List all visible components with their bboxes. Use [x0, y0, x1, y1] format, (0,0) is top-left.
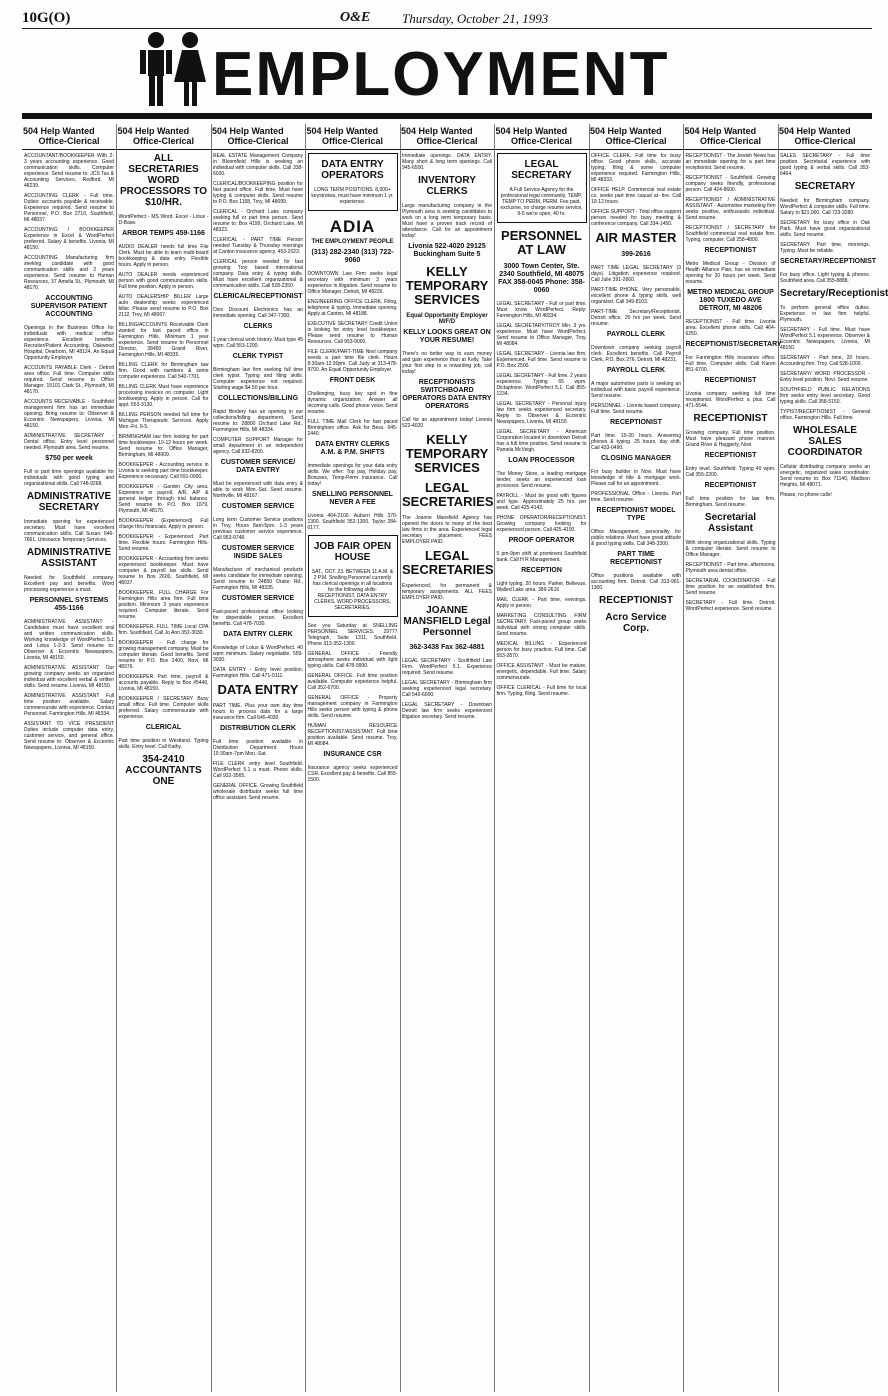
ad-headline: KELLY TEMPORARY SERVICES — [405, 432, 489, 475]
classified-ad: MARKETING CONSULTING FIRM SECRETARY. Fast-paced group seeks individual with strong computer skills. Send resume. — [496, 613, 587, 637]
agency-tagline: THE EMPLOYMENT PEOPLE — [311, 239, 394, 245]
ad-headline: RECEPTIONISTS SWITCHBOARD OPERATORS DATA ENTRY OPERATORS — [402, 379, 492, 410]
ad-headline: DISTRIBUTION CLERK — [220, 725, 296, 732]
classified-ad: BOOKKEEPER - Experienced. Part time. Flexible hours. Farmington Hills. Send resume. — [118, 534, 209, 552]
category-subheading: Office-Clerical — [699, 136, 762, 146]
classified-ad: Birmingham law firm seeking full time clerk typist. Typing and filing skills. Computer experience not required. Starting wage $4.50 per hour. — [213, 367, 303, 391]
classified-ad: BOOKKEEPER, FULL TIME Local CPA firm. Southfield. Call Jo Ann 352-3030. — [118, 624, 209, 636]
category-heading: 504 Help Wanted — [590, 126, 662, 136]
classified-ad: SECRETARY - Full time. Must have WordPerfect 5.1 experience. Observer & Eccentric Newspapers, Livonia, MI 48150. — [780, 327, 870, 351]
classified-ad: MAIL CLERK - Part time, evenings. Apply in person. — [496, 597, 587, 609]
classified-ad: EXECUTIVE SECRETARY Credit Union is looking for entry level bookkeeper. Please send resume to Human Resources. Call 953-9000. — [307, 321, 398, 345]
ad-headline: DATA ENTRY — [217, 682, 299, 697]
classified-ad: A major automotive parts is seeking an individual with basic payroll experience. Send resume. — [591, 381, 681, 399]
page-number: 10G(O) — [22, 10, 71, 26]
classified-ad: CLERICAL - Orchard Lake company seeking full or part time person. Send resume to: Box 4199, Orchard Lake, MI 48323. — [213, 209, 303, 233]
classified-ad: For busy builder in Novi. Must have knowledge of title & mortgage work. Please call for an appointment. — [591, 469, 681, 487]
classified-ad: BILLING PERSON needed full time for Michigan Therapeutic Services. Apply Mon.-Fri. 9-5. — [118, 412, 209, 430]
classified-ad: SOUTHFIELD PUBLIC RELATIONS firm seeks entry level secretary. Good typing skills. Call 358-5150. — [780, 387, 870, 405]
ad-headline: CUSTOMER SERVICE/ DATA ENTRY — [220, 459, 296, 474]
classified-column — [778, 124, 888, 1392]
classified-ad: Openings in the Business Office for individuals with medical office experience. Excellent benefits. Recruiter/Patient Accounting, Oakwood Hospital, Dearborn, MI 48124. An Equal Opportunity Employer. — [24, 325, 114, 361]
ad-headline: ARBOR TEMPS 459-1166 — [122, 230, 205, 237]
classified-ad: Metro Medical Group - Division of Health Alliance Plan, has an immediate opening for 20 hours per week. Send resume. — [685, 261, 776, 285]
classified-ad: PART TIME LEGAL SECRETARY (3 days). Litigation experience required. Call Julie 391-2660. — [591, 265, 681, 283]
classified-ad: Must be experienced with data entry & able to work Mon.-Sat. Send resume. Northville, MI 48167. — [213, 481, 303, 499]
classified-ad: SECRETARY/ WORD PROCESSOR - Entry level position. Novi. Send resume. — [780, 371, 870, 383]
classified-ad: Full or part time openings available for individuals with good typing and organizational skills. Call 748-9268. — [24, 469, 114, 487]
ad-headline: Secretary/Receptionist — [780, 288, 888, 299]
classified-ad: Livonia 464-2100. Auburn Hills 370-1300. Southfield 352-1300. Taylor 284-0177. — [307, 513, 398, 531]
classified-ad: ACCOUNTING Manufacturing firm seeking candidate with good communication skills and 2 years experience. Send resume to Human Resources, 37 Amelia St., Plymouth, MI 48170. — [24, 255, 114, 291]
classified-ad: Immediate opening for experienced secretary. Must have excellent communication skills. Call Susan. 646-7661. Unisource Temporary Services. — [24, 519, 114, 543]
classified-ad: AUDIO DEALER needs full time File Clerk. Must be able to learn multi-board bookkeeping & data entry. Flexible hours. Apply in person. — [118, 244, 209, 268]
ad-headline: CLERICAL/RECEPTIONIST — [213, 293, 303, 300]
classified-columns — [22, 124, 888, 1392]
classified-ad: RECEPTIONIST - Southfield. Growing company seeks friendly, professional person. Call 424-8600. — [685, 175, 776, 193]
classified-ad: Knowledge of Lotus & WordPerfect. 40 wpm minimum. Salary negotiable. 559-3030. — [213, 645, 303, 663]
category-subheading: Office-Clerical — [132, 136, 195, 146]
classified-ad: SECRETARY for busy office in Oak Park. Must have good organizational skills. Send resume. — [780, 220, 870, 238]
classified-ad: LEGAL SECRETARY/TROY Min. 3 yrs. experience. Must have WordPerfect. Send resume to Office Manager, Troy, MI 48084. — [496, 323, 587, 347]
classified-ad: Rapid Bindery has an opening in our collections/billing department. Send resume to: 28800 Orchard Lake Rd., Farmington Hills, MI 48334. — [213, 409, 303, 433]
classified-ad: ENGINEERING OFFICE CLERK. Filing, telephone & typing. Immediate opening. Apply at Canton, MI 48188. — [307, 299, 398, 317]
ad-headline: CUSTOMER SERVICE INSIDE SALES — [221, 545, 295, 560]
classified-ad: TYPIST/RECEPTIONIST - General office. Farmington Hills. Full time. — [780, 409, 870, 421]
classified-ad: BILLING CLERK Must have experience processing invoices on computer. Light bookkeeping. Apply in person. Call for appt. 553-3130. — [118, 384, 209, 408]
classified-ad: Part time. 15-20 hours. Answering phones & typing. 25 hours, day shift. Call 433-0490. — [591, 433, 681, 451]
classified-ad: SECRETARY. Part time, mornings. Typing. Must be reliable. — [780, 242, 870, 254]
ad-headline: ALL SECRETARIES WORD PROCESSORS TO $10/HR. — [119, 153, 208, 208]
classified-ad: ACCOUNTING CLERK - Full time. Duties: accounts payable & receivable. Experience required. Send resume to Personnel, P.O. Box 2710, Southfield, MI 48037. — [24, 193, 114, 223]
classified-ad: LONG TERM POSITIONS. 8,000+ keystrokes, must have minimum 1 yr. experience. — [311, 187, 394, 205]
ad-headline: INVENTORY CLERKS — [418, 175, 476, 197]
ad-headline: JOANNE MANSFIELD Legal Personnel — [403, 605, 491, 638]
ad-headline: DATA ENTRY OPERATORS — [321, 159, 384, 181]
ad-headline: PAYROLL CLERK — [606, 367, 666, 374]
ad-headline: PROOF OPERATOR — [508, 537, 575, 544]
classified-ad: ACCOUNTING / BOOKKEEPER Experience in Excel & WordPerfect preferred. Salary & benefits. Livonia, MI 48150. — [24, 227, 114, 251]
ad-headline: 354-2410 ACCOUNTANTS ONE — [125, 754, 202, 787]
classified-ad: BOOKKEEPER - Garden City area. Experience in payroll, A/R, A/P & general ledger through trial balance. Send resume to P.O. Box 1079, Plymouth, MI 48170. — [118, 484, 209, 514]
ad-headline: RECEPTIONIST MODEL TYPE — [596, 507, 676, 522]
classified-column — [589, 124, 684, 1392]
classified-ad: There's no better way to earn money and gain experience than at Kelly. Take your first step to a rewarding job, call today! — [402, 351, 492, 375]
classified-ad: ACCOUNTS RECEIVABLE - Southfield management firm has an immediate opening. Bring resume to: Observer & Eccentric Newspapers, Livonia, MI 48150. — [24, 399, 114, 429]
ad-tagline: Equal Opportunity Employer M/F/D — [406, 313, 488, 325]
classified-ad: SECRETARIAL COORDINATOR - Full time position for an established firm. Send resume. — [685, 578, 776, 596]
classified-column — [495, 124, 590, 1392]
classified-ad: LEGAL SECRETARY - Southfield Law Firm. WordPerfect 5.1. Experience required. Send resume. — [402, 658, 492, 676]
banner-rule — [22, 113, 872, 119]
employment-banner — [22, 30, 872, 110]
column-heading — [589, 124, 683, 150]
category-subheading: Office-Clerical — [227, 136, 289, 146]
ad-headline: METRO MEDICAL GROUP 1800 TUXEDO AVE DETROIT, MI 48206 — [687, 289, 774, 312]
classified-ad: ADMINISTRATIVE ASSISTANT Full time position available. Salary commensurate with experience. Contact Personnel. Farmington Hills, MI 48334. — [24, 693, 114, 717]
classified-ad: ASSISTANT TO VICE PRESIDENT Duties include computer data entry, customer service, and general office. Send resume to: Observer & Eccentric Newspapers, Livonia, MI 48150. — [24, 721, 114, 751]
classified-ad: GENERAL OFFICE. Growing Southfield wholesale distributor seeks full time office assistant. Send resume. — [213, 783, 303, 801]
ad-headline: RECEPTIONIST — [704, 452, 757, 459]
classified-ad: The Money Store, a leading mortgage lender, seeks an experienced loan processor. Send resume. — [496, 471, 587, 489]
category-subheading: Office-Clerical — [605, 136, 667, 146]
column-heading — [306, 124, 400, 150]
classified-ad: Growing company. Full time position. Must have pleasant phone manner. Grand River & Haggerty, Novi. — [685, 430, 776, 448]
column-heading — [684, 124, 778, 150]
classified-ad: Needed for Southfield company. Excellent pay and benefits. Word processing experience a must. — [24, 575, 114, 593]
classified-ad: See you Saturday at SNELLING PERSONNEL SERVICES. 29777 Telegraph, Suite 1311, Southfield. Phone 313-352-1300. — [307, 623, 398, 647]
classified-ad: RECEPTIONIST / ADMINISTRATIVE ASSISTANT - Automotive marketing firm seeks positive, enthusiastic individual. Send resume. — [685, 197, 776, 221]
classified-ad: For busy office. Light typing & phones. Southfield area. Call 355-8888. — [780, 272, 870, 284]
ad-headline: Secretarial Assistant — [704, 512, 757, 534]
classified-ad: COMPUTER SUPPORT Manager for small department in an independent agency. Call 932-8200. — [213, 437, 303, 455]
classified-ad: RECEPTIONIST - Part time, afternoons. Plymouth area dental office. — [685, 562, 776, 574]
classified-ad: OFFICE CLERICAL - Full time for local firm. Typing, filing. Send resume. — [496, 685, 587, 697]
classified-ad: Livonia company seeking full time receptionist. WordPerfect a plus. Call 471-5544. — [685, 391, 776, 409]
classified-ad: With strong organizational skills. Typing & computer literate. Send resume to Office Manager. — [685, 540, 776, 558]
ad-headline: CUSTOMER SERVICE — [221, 503, 295, 510]
classified-ad: PAYROLL - Must be good with figures and type. Approximately 25 hrs. per week. Call 425-4142. — [496, 493, 587, 511]
classified-ad: LEGAL SECRETARY - Personal injury law firm seeks experienced secretary. Reply to Observer & Eccentric Newspapers, Livonia, MI 48150. — [496, 401, 587, 425]
classified-ad: LEGAL SECRETARY - American Corporation located in downtown Detroit has a full time position. Send resume to Pamela McVeigh. — [496, 429, 587, 453]
column-heading — [495, 124, 589, 150]
category-subheading: Office-Clerical — [510, 136, 573, 146]
ad-headline: ACCOUNTING SUPERVISOR PATIENT ACCOUNTING — [30, 295, 108, 318]
classified-ad: BOOKKEEPER, FULL CHARGE For Farmington Hills area firm. Full time position. Minimum 3 years experience required. Computer literate. Send resume. — [118, 590, 209, 620]
classified-ad: Please, no phone calls! — [780, 492, 832, 498]
ad-headline: LEGAL SECRETARIES — [402, 480, 494, 509]
classified-ad: BOOKKEEPER - Accounting service in Livonia is seeking part time bookkeeper. Experience necessary. Call 591-0900. — [118, 462, 209, 480]
classified-ad: DATA ENTRY - Entry level position. Farmington Hills. Call 471-0111. — [213, 667, 303, 679]
classified-ad: GENERAL OFFICE - Friendly atmosphere seeks individual with light typing skills. Call 478-9990. — [307, 651, 398, 669]
classified-ad: PERSONNEL - Livonia based company. Full time. Send resume. — [591, 403, 681, 415]
classified-ad: SECRETARY - Full time. Detroit. WordPerfect experience. Send resume. — [685, 600, 776, 612]
ad-headline: PERSONNEL AT LAW — [501, 228, 582, 257]
classified-ad: BOOKKEEPER Part time, payroll & accounts payable. Reply to Box #5446, Livonia, MI 48150. — [118, 674, 209, 692]
boxed-display-ad — [308, 153, 398, 211]
classified-ad: BILLING/ACCOUNTS Receivable Clerk wanted for fast paced office in Farmington Hills. Minimum 1 year experience. Send resume to Personnel Director, 38450 Grand River, Farmington Hills, MI 48335. — [118, 322, 209, 358]
classified-ad: OFFICE CLERK. Full time for busy office. Good phone skills, accurate typing, filing & some computer experience required. Farmington Hills, MI 48333. — [591, 153, 681, 183]
classified-ad: CLERICAL person needed for fast growing Troy based international company. Data entry & typing skills. Must have excellent organizational & communication skills. Call 528-2350. — [213, 259, 303, 289]
classified-ad: The Joanne Mansfield Agency has opened the doors to many of the best law firms in the area. Experienced legal secretary placement. FEES EMPLOYER PAID. — [402, 515, 492, 545]
ad-headline: RECEPTIONIST — [704, 482, 757, 489]
classified-ad: ACCOUNTS PAYABLE Clerk - Detroit area office. Full time. Computer skills required. Send resume to Office Manager, 15101 Clark St., Plymouth, MI 48170. — [24, 365, 114, 395]
classified-ad: Entry level. Southfield. Typing 40 wpm. Call 355-2200. — [685, 466, 776, 478]
classified-ad: Part time position in Westland. Typing skills. Entry level. Call Kathy. — [118, 738, 209, 750]
classified-ad: A Full Service Agency for the professional legal community. TEMP, TEMP TO PERM, PERM. Fee paid, exclusive, no charge resume service, 9-5 we're open, 40 hr. — [500, 187, 583, 217]
classified-ad: MEDICAL BILLING - Experienced person for busy practice. Full time. Call 553-2870. — [496, 641, 587, 659]
classified-ad: Cellular distributing company seeks an energetic, organized sales coordinator. Send resume to: Box 71140, Madison Heights, MI 48071. — [780, 464, 870, 488]
ad-headline: COLLECTIONS/BILLING — [217, 395, 299, 402]
ad-headline: JOB FAIR OPEN HOUSE — [313, 541, 392, 563]
classified-ad: REAL ESTATE Management Company in Bloomfield Hills is seeking an individual with computer skills. Call 338-6030. — [213, 153, 303, 177]
classified-ad: CLERICAL/BOOKKEEPING position for fast paced office. Full time. Must have typing & computer skills. Send resume to P.O. Box 1158, Troy, MI 48099. — [213, 181, 303, 205]
ad-headline: AIR MASTER — [595, 230, 677, 245]
classified-ad: Light typing. 20 hours. Parker, Bellevue, Walled Lake area. 389-2616 — [496, 581, 587, 593]
publication-name: O&E — [340, 10, 371, 25]
column-heading — [22, 124, 116, 150]
page-header — [22, 10, 872, 29]
classified-ad: RECEPTIONIST - Full time. Livonia area. Excellent phone skills. Call 464-6250. — [685, 319, 776, 337]
classified-ad: Large manufacturing company in the Plymouth area is seeking candidates to work on a long term temporary basis. Must have a proven track record of attendance. Call for an appointment today! — [402, 203, 492, 239]
classified-ad: BILLING CLERK for Birmingham law firm. Good with numbers & some computer experience. Call 540-7701. — [118, 362, 209, 380]
classified-ad: Full time position for law firm. Birmingham. Send resume. — [685, 496, 776, 508]
classified-ad: Fast-paced professional office looking for dependable person. Excellent benefits. Call 478-7030. — [213, 609, 303, 627]
classified-ad: LEGAL SECRETARY - Full time. 2 years experience. Typing 65 wpm. Dictaphone. WordPerfect 5.1. Call 855-1234. — [496, 373, 587, 397]
classified-ad: GENERAL OFFICE - Property management company in Farmington Hills seeks person with typing & phone skills. Send resume. — [307, 695, 398, 719]
column-heading — [117, 124, 211, 150]
classified-ad: SALES SECRETARY - Full time position. Secretarial experience with good typing & verbal skills. Call 353-6464. — [780, 153, 870, 177]
publication-date: Thursday, October 21, 1993 — [402, 11, 549, 26]
ad-headline: WHOLESALE SALES COORDINATOR — [787, 425, 863, 458]
category-subheading: Office-Clerical — [794, 136, 856, 146]
category-heading: 504 Help Wanted — [306, 126, 379, 136]
classified-ad: HUMAN RESOURCE RECEPTIONIST/ASSISTANT. Full time position available. Send resume. Troy, MI 48084. — [307, 723, 398, 747]
classified-ad: Call for an appointment today! Livonia 522-4020 — [402, 417, 492, 429]
classified-column — [117, 124, 212, 1392]
classified-ad: PART-TIME PHONE. Very personable, excellent phone & typing skills, well organized. Call 349-8103. — [591, 287, 681, 305]
section-title: EMPLOYMENT — [212, 40, 670, 109]
boxed-display-ad — [497, 153, 587, 223]
classified-ad: LEGAL SECRETARY - Birmingham firm seeking experienced legal secretary. Call 540-6000. — [402, 680, 492, 698]
classified-ad: OFFICE ASSISTANT - Must be mature, energetic, dependable. Full time. Salary commensurate. — [496, 663, 587, 681]
classified-ad: To perform general office duties. Experience in law firm helpful. Plymouth. — [780, 305, 870, 323]
category-heading: 504 Help Wanted — [212, 126, 284, 136]
category-heading: 504 Help Wanted — [117, 126, 190, 136]
classified-ad: 1 year clerical work history. Must type 45 wpm. Call 553-1200. — [213, 337, 303, 349]
classified-column — [400, 124, 495, 1392]
classified-ad: PART-TIME Secretary/Receptionist. Detroit office. 20 hrs per week. Send resume. — [591, 309, 681, 327]
classified-ad: Long term Customer Service positions in Troy. Hours 8am-5pm. 1-3 years previous customer service experience. Call 953-9748. — [213, 517, 303, 541]
category-subheading: Office-Clerical — [321, 136, 384, 146]
classified-ad: Office Management, personality for public relations. Must have great attitude & good typing skills. Call 348-3300. — [591, 529, 681, 547]
classified-column — [211, 124, 306, 1392]
ad-headline: 399-2616 — [621, 251, 651, 258]
agency-logo-text: ADIA — [329, 217, 376, 236]
classified-ad: AUTO DEALER needs experienced person with good communication skills. Full time position. Apply in person. — [118, 272, 209, 290]
ad-headline: Acro Service Corp. — [605, 612, 667, 634]
ad-headline: Livonia 522-4020 29125 Buckingham Suite 5 — [408, 243, 486, 258]
column-heading — [400, 124, 494, 150]
ad-headline: 3000 Town Center, Ste. 2340 Southfield, MI 48075 FAX 358-0045 Phone: 358-0060 — [498, 263, 585, 294]
ad-headline: SECRETARY — [794, 181, 856, 192]
ad-headline: CLERICAL — [145, 724, 182, 731]
classified-ad: DOWNTOWN Law Firm seeks legal secretary with minimum 3 years experience in litigation. Send resume to: Office Manager, Detroit, MI 48226. — [307, 271, 398, 295]
ad-headline: SNELLING PERSONNEL NEVER A FEE — [312, 491, 393, 506]
ad-headline: RECEPTIONIST/SECRETARY — [685, 341, 782, 348]
classified-ad: CLERICAL - PART TIME Person needed Tuesday & Thursday mornings at Canton insurance agency. 453-2023. — [213, 237, 303, 255]
ad-headline: (313) 282-2340 (313) 722-9060 — [311, 249, 394, 264]
ad-headline: LEGAL SECRETARY — [511, 159, 572, 181]
classified-ad: RECEPTIONIST - The Jewish News has an immediate opening for a part time receptionist. Send resume. — [685, 153, 776, 171]
ad-headline: DATA ENTRY CLERK — [223, 631, 293, 638]
ad-headline: $750 per week — [45, 455, 93, 462]
ad-headline: ADMINISTRATIVE ASSISTANT — [26, 547, 112, 569]
classified-ad: Immediate openings. DATA ENTRY. Many short & long term openings. Call 945-6500. — [402, 153, 492, 171]
classified-ad: Experienced, for permanent & temporary assignments. ALL FEES EMPLOYER PAID. — [402, 583, 492, 601]
classified-ad: PHONE OPERATOR/RECEPTIONIST. Growing company looking for experienced person. Call 425-4100. — [496, 515, 587, 533]
classified-ad: Immediate openings for your data entry skills. We offer: Top pay, Holiday pay, Bonuses, Temp-Perm insurance. Call today! — [307, 463, 398, 487]
ad-headline: INSURANCE CSR — [323, 751, 382, 758]
ad-headline: CLERKS — [243, 323, 273, 330]
classified-ad: Downtown company seeking payroll clerk. Excellent benefits. Call Payroll Clerk, P.O. Box 276, Detroit, MI 48231. — [591, 345, 681, 363]
classified-ad: For Farmington Hills insurance office. Full time. Computer skills. Call Karen 851-6700. — [685, 355, 776, 373]
classified-ad: FILE CLERK entry level Southfield. WordPerfect 5.1 a must. Phone skills. Call 932-3565. — [213, 761, 303, 779]
classified-ad: Challenging, busy key spot in fine dynamic organization. Answer all incoming calls. Good phone voice. Send resume. — [307, 391, 398, 415]
ad-headline: KELLY TEMPORARY SERVICES — [405, 264, 489, 307]
ad-headline: CLOSING MANAGER — [601, 455, 671, 462]
classified-ad: BOOKKEEPER (Experienced) Full charge thru financials. Apply in person. — [118, 518, 209, 530]
ad-headline: DATA ENTRY CLERKS A.M. & P.M. SHIFTS — [315, 441, 390, 456]
classified-ad: BOOKKEEPER - Accounting firm seeks experienced bookkeeper. Must have computer & payroll tax skills. Send resume to Box 2600, Southfield, MI 48037. — [118, 556, 209, 586]
classified-ad: ADMINISTRATIVE ASSISTANT - Candidates must have excellent oral and written communication skills. Working knowledge of WordPerfect 5.1 and Lotus 1-2-3. Send resume to: Observer & Eccentric Newspapers, Livonia, MI 48150. — [24, 619, 114, 661]
classified-ad: Office positions available with accounting firm. Detroit. Call 313-961-1300. — [591, 573, 681, 591]
ad-headline: ADMINISTRATIVE SECRETARY — [26, 491, 112, 513]
classified-ad: FILE CLERK/PART-TIME Novi company needs a part time file clerk. Hours 8:30am-12:30pm. Call Judy at 313-478-9700. An Equal Opportunity Employer. — [307, 349, 398, 373]
category-heading: 504 Help Wanted — [401, 126, 473, 136]
ad-headline: RECEPTIONIST — [704, 377, 757, 384]
classified-column — [306, 124, 401, 1392]
classified-ad: PROFESSIONAL Office - Livonia. Part time. Send resume. — [591, 491, 681, 503]
ad-headline: RECEPTIONIST — [693, 413, 768, 424]
classified-ad: 5 pm-9pm shift at prominent Southfield bank. Call H R Management. — [496, 551, 587, 563]
ad-headline: KELLY LOOKS GREAT ON YOUR RESUME! — [403, 329, 491, 344]
classified-ad: OFFICE SUPPORT - Total office support person needed for busy meeting & conference company. Call 334-1450. — [591, 209, 681, 227]
classified-ad: Manufacturer of mechanical products seeks candidate for immediate opening. Send resume to 24850 Drake Rd., Farmington Hills, MI 48335. — [213, 567, 303, 591]
classified-ad: FULL TIME Mail Clerk for fast paced Birmingham office. Ask for Bess. 645-2440. — [307, 419, 398, 437]
category-heading: 504 Help Wanted — [495, 126, 568, 136]
classified-ad: WordPerfect - MS Word. Excel - Lotus - D-Base. — [118, 214, 209, 226]
classified-ad: PART TIME. Plus your own day time hours to process data for a large insurance firm. Call 645-4030. — [213, 703, 303, 721]
category-heading: 504 Help Wanted — [684, 126, 757, 136]
ad-headline: PERSONNEL SYSTEMS 455-1166 — [29, 597, 109, 612]
category-subheading: Office-Clerical — [38, 136, 100, 146]
classified-ad: LEGAL SECRETARY - Full or part time. Must know WordPerfect. Reply: Farmington Hills, MI 48334. — [496, 301, 587, 319]
ad-headline: LEGAL SECRETARIES — [402, 548, 494, 577]
ad-headline: RECEPTIONIST — [599, 595, 673, 606]
classified-ad: Needed for Birmingham company. WordPerfect & computer skills. Full time. Salary to $21,000. Call 723-3280. — [780, 198, 870, 216]
column-heading — [211, 124, 305, 150]
classified-ad: RECEPTIONIST / SECRETARY for Southfield commercial real estate firm. Typing, computer. Call 258-4800. — [685, 225, 776, 243]
classified-ad: Full time position available in Distribution Department. Hours 10:30am-7pm Mon.-Sat. — [213, 739, 303, 757]
ad-headline: RECEPTIONIST — [610, 419, 662, 426]
ad-headline: RECEPTION — [521, 567, 562, 574]
classified-ad: LEGAL SECRETARY - Downtown Detroit law firm seeks experienced litigation secretary. Send resume. — [402, 702, 492, 720]
classified-ad: BIRMINGHAM law firm looking for part time bookkeeper. 10-12 hours per week. Send resume to: Office Manager, Birmingham, MI 48009. — [118, 434, 209, 458]
classified-column — [684, 124, 782, 1392]
classified-ad: ACCOUNTANT/BOOKKEEPER With 2-3 years accounting experience. Good communication skills. Computer experience. Send resume to: JCS Tax & Accounting Services, Redford, MI 48239. — [24, 153, 114, 189]
classified-column — [22, 124, 117, 1392]
classified-ad: LEGAL SECRETARY - Livonia law firm. Experienced. Full time. Send resume to P.O. Box 2500. — [496, 351, 587, 369]
classified-ad: SECRETARY - Part time, 20 hours. Accounting firm. Troy. Call 528-1000. — [780, 355, 870, 367]
ad-headline: FRONT DESK — [329, 377, 376, 384]
classified-ad: Oxis Discount Electronics has an immediate opening. Call 347-7300. — [213, 307, 303, 319]
classified-ad: GENERAL OFFICE. Full time position available. Computer experience helpful. Call 352-6700. — [307, 673, 398, 691]
ad-headline: CUSTOMER SERVICE — [221, 595, 295, 602]
ad-headline: 362-3438 Fax 362-4881 — [409, 644, 485, 651]
ad-headline: RECEPTIONIST — [704, 247, 757, 254]
category-subheading: Office-Clerical — [416, 136, 478, 146]
classified-ad: AUTO DEALERSHIP BILLER Large auto dealership seeks experienced biller. Please send resume to P.O. Box 2112, Troy, MI 48007. — [118, 294, 209, 318]
classified-ad: ADMINISTRATIVE ASSISTANT Our growing company seeks an organized individual with excellent verbal & written skills. Send resume. Livonia, MI 48150. — [24, 665, 114, 689]
classified-ad: SAT., OCT. 23. BETWEEN 11 A.M. & 2 P.M. Snelling Personnel currently has clerical openings in all locations for the following skills: RECEPTIONIST, DATA ENTRY CLERKS, WORD PROCESSORS, SECRETARIES. — [311, 569, 394, 611]
ad-headline: PART TIME RECEPTIONIST — [610, 551, 662, 566]
classified-ad: ADMINISTRATIVE SECRETARY - Dental office. Entry level personnel needed. Plymouth area. Send resume. — [24, 433, 114, 451]
ad-headline: PAYROLL CLERK — [606, 331, 666, 338]
boxed-display-ad — [308, 535, 398, 617]
category-heading: 504 Help Wanted — [23, 126, 95, 136]
category-heading: 504 Help Wanted — [779, 126, 851, 136]
agency-logo — [306, 217, 400, 245]
classified-ad: OFFICE HELP. Commercial real estate co. seeks part time casual at- tire. Call 10-12 hours. — [591, 187, 681, 205]
ad-headline: LOAN PROCESSOR — [508, 457, 575, 464]
classified-ad: Insurance agency seeks experienced CSR. Excellent pay & benefits. Call 855-1500. — [307, 765, 398, 783]
classified-ad: BOOKKEEPER / SECRETARY Busy small office. Full time. Computer skills preferred. Salary commensurate with experience. — [118, 696, 209, 720]
ad-headline: CLERK TYPIST — [232, 353, 284, 360]
stick-figure-man-woman-icon — [134, 30, 214, 110]
classified-ad: BOOKKEEPER - Full charge for growing management company. Must be computer literate. Good benefits. Send resume to P.O. Box 2400, Novi, MI 48376. — [118, 640, 209, 670]
ad-headline: SECRETARY/RECEPTIONIST — [780, 258, 877, 265]
column-heading — [778, 124, 872, 150]
